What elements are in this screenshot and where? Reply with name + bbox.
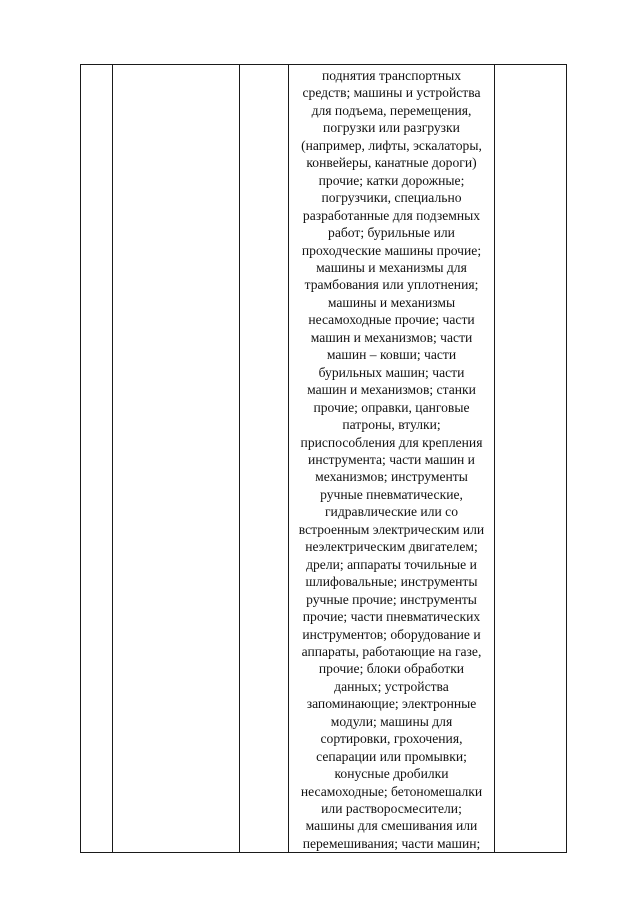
text-line: прочие; части пневматических xyxy=(302,609,481,625)
table-cell-col-2 xyxy=(113,65,240,853)
text-line: ручные пневматические, xyxy=(320,486,463,502)
text-line: аппараты, работающие на газе, xyxy=(301,643,482,659)
text-line: (например, лифты, эскалаторы, xyxy=(301,137,482,153)
table-cell-col-5 xyxy=(495,65,567,853)
text-line: запоминающие; электронные xyxy=(306,696,477,712)
text-line: средств; машины и устройства xyxy=(302,85,481,101)
text-line: трамбования или уплотнения; xyxy=(304,277,479,293)
text-line: сортировки, грохочения, xyxy=(320,731,463,747)
text-line: перемешивания; части машин; xyxy=(302,835,481,851)
text-line: проходческие машины прочие; xyxy=(301,242,482,258)
text-line: конвейеры, канатные дороги) xyxy=(306,155,477,171)
text-line: ручные прочие; инструменты xyxy=(306,591,477,607)
text-line: или растворосмесители; xyxy=(321,801,462,817)
text-line: дрели; аппараты точильные и xyxy=(306,556,477,572)
text-line: работ; бурильные или xyxy=(328,225,455,241)
text-line: погрузчики, специально xyxy=(321,190,462,206)
table-row xyxy=(81,65,567,853)
table-cell-col-1 xyxy=(81,65,113,853)
text-line: неэлектрическим двигателем; xyxy=(305,539,478,555)
text-line: несамоходные; бетономешалки xyxy=(300,783,483,799)
text-line: механизмов; инструменты xyxy=(315,469,468,485)
table-cell-description xyxy=(289,65,495,853)
text-line: модули; машины для xyxy=(330,713,453,729)
text-line: машин и механизмов; станки xyxy=(307,382,476,398)
text-line: прочие; катки дорожные; xyxy=(318,172,465,188)
document-table xyxy=(80,64,567,853)
text-line: несамоходные прочие; части xyxy=(308,312,475,328)
table-cell-col-3 xyxy=(240,65,289,853)
text-line: приспособления для крепления xyxy=(300,434,483,450)
text-line: поднятия транспортных xyxy=(321,68,462,83)
description-text xyxy=(289,65,494,852)
text-line: патроны, втулки; xyxy=(342,417,441,433)
text-line: погрузки или разгрузки xyxy=(323,120,460,136)
text-line: разработанные для подземных xyxy=(302,207,481,223)
text-line: гидравлические или со xyxy=(324,504,458,520)
text-line: сепарации или промывки; xyxy=(316,748,467,764)
text-line: конусные дробилки xyxy=(334,766,449,782)
text-line: машин – ковши; части xyxy=(326,347,457,363)
text-line: машины и механизмы xyxy=(327,294,456,310)
text-line: инструмента; части машин и xyxy=(308,451,475,467)
text-line: машины и механизмы для xyxy=(316,259,467,275)
text-line: встроенным электрическим или xyxy=(298,521,485,537)
text-line: прочие; блоки обработки xyxy=(318,661,465,677)
text-line: шлифовальные; инструменты xyxy=(305,574,478,590)
text-line: для подъема, перемещения, xyxy=(311,102,472,118)
text-line: бурильных машин; части xyxy=(318,364,465,380)
text-line: машины для смешивания или xyxy=(305,818,478,834)
text-line: прочие; оправки, цанговые xyxy=(313,399,470,415)
text-line: инструментов; оборудование и xyxy=(302,626,481,642)
text-line: данных; устройства xyxy=(334,678,449,694)
text-line: машин и механизмов; части xyxy=(310,329,473,345)
